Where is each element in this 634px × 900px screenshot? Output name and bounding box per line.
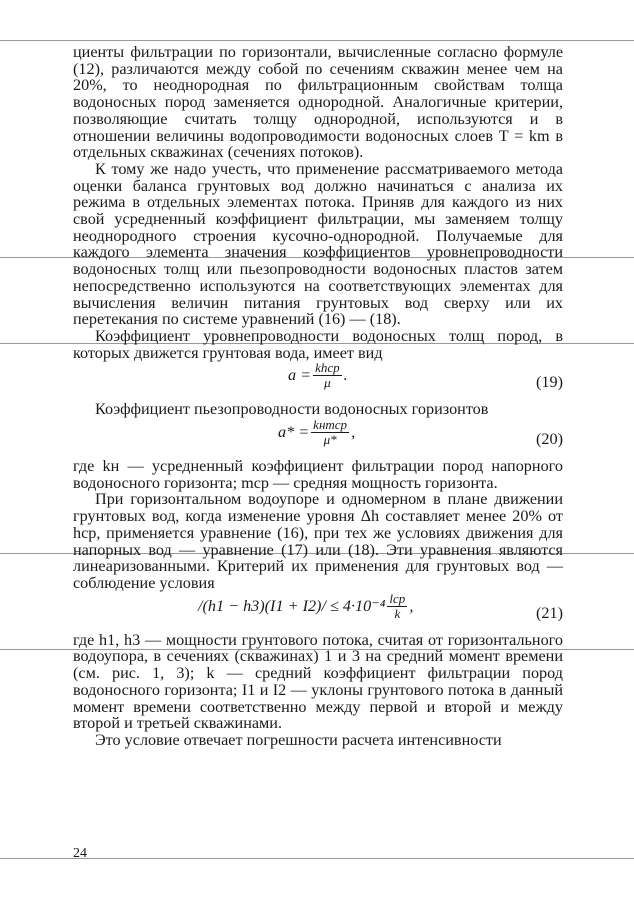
formula-20-den: μ*: [323, 432, 337, 448]
page-number: 24: [73, 846, 87, 861]
formula-20-num: kнmср: [313, 417, 348, 433]
formula-21-num: lср: [389, 590, 406, 606]
paragraph-5: где kн — усредненный коэффициент фильтрации пород напорного водоносного горизонта; mср — средняя мощность горизонта.: [73, 457, 563, 492]
formula-19-lhs: a =: [288, 366, 312, 385]
formula-21-lhs: /(h1 − h3)(I1 + I2)/ ≤ 4·10⁻⁴: [198, 597, 386, 616]
formula-21-number: (21): [536, 603, 563, 622]
formula-20-lhs: a* =: [278, 423, 310, 442]
formula-20: [73, 418, 563, 458]
formula-21-expr: [198, 592, 413, 621]
formula-19: [73, 361, 563, 401]
formula-21: [73, 592, 563, 632]
formula-21-fraction: [387, 592, 407, 621]
top-rule: [0, 40, 634, 41]
formula-20-number: (20): [536, 430, 563, 449]
formula-19-number: (19): [536, 373, 563, 392]
paragraph-3: Коэффициент уровнепроводности водоносных толщ пород, в которых движется грунтовая вода, имеет вид: [73, 326, 563, 362]
paragraph-4: Коэффициент пьезопроводности водоносных горизонтов: [95, 400, 489, 419]
formula-19-expr: [288, 361, 348, 390]
page-body: [73, 44, 563, 749]
formula-21-tail: ,: [409, 596, 414, 615]
paragraph-1: циенты фильтрации по горизонтали, вычисленные согласно формуле (12), различаются между собой по сечениям скважин менее чем на 20%, то неоднородная по фильтрационным свойствам толща водоносных пород заменяется однородной. Аналогичные критерии, позволяющие считать толщу однородной, используются и в отношении величины водопроводимости водоносных слоев T = km в отдельных скважинах (сечениях потоков).: [73, 43, 563, 162]
paragraph-8: Это условие отвечает погрешности расчета интенсивности: [95, 730, 502, 749]
paragraph-2: К тому же надо учесть, что применение рассматриваемого метода оценки баланса грунтовых вод должно начинаться с анализа их режима в отдельных элементах потока. Приняв для каждого из них свой усредненный коэффициент фильтрации, мы заменяем толщу неоднородного строения кусочно-однородной. Получаемые для каждого элемента значения коэффициентов уровнепроводности водоносных толщ или пьезопроводности водоносных пластов затем непосредственно используются на соответствующих элементах для вычисления величин питания грунтовых вод сверху или их перетекания по системе уравнений (16) — (18).: [73, 159, 563, 329]
formula-19-tail: .: [343, 366, 348, 385]
formula-20-fraction: [311, 418, 349, 447]
paragraph-6: При горизонтальном водоупоре и одномерном в плане движении грунтовых вод, когда изменение уровня Δh составляет менее 20% от hср, применяется уравнение (16), при тех же условиях движения для напорных вод — уравнение (17) или (18). Эти уравнения являются линеаризованными. Критерий их применения для грунтовых вод — соблюдение условия: [73, 490, 563, 592]
formula-19-fraction: [313, 361, 342, 390]
formula-20-tail: ,: [351, 423, 356, 442]
formula-21-den: k: [394, 605, 401, 621]
formula-19-den: μ: [324, 375, 331, 391]
formula-19-num: khср: [315, 360, 340, 376]
formula-20-expr: [278, 418, 355, 447]
bottom-rule: [0, 858, 634, 859]
paragraph-7: где h1, h3 — мощности грунтового потока, считая от горизонтального водоупора, в сечениях (скважинах) 1 и 3 на средний момент времени (см. рис. 1, 3); k — средний коэффициент фильтрации пород водоносного горизонта; I1 и I2 — уклоны грунтового потока в данный момент времени соответственно между первой и второй и между второй и третьей скважинами.: [73, 630, 563, 733]
